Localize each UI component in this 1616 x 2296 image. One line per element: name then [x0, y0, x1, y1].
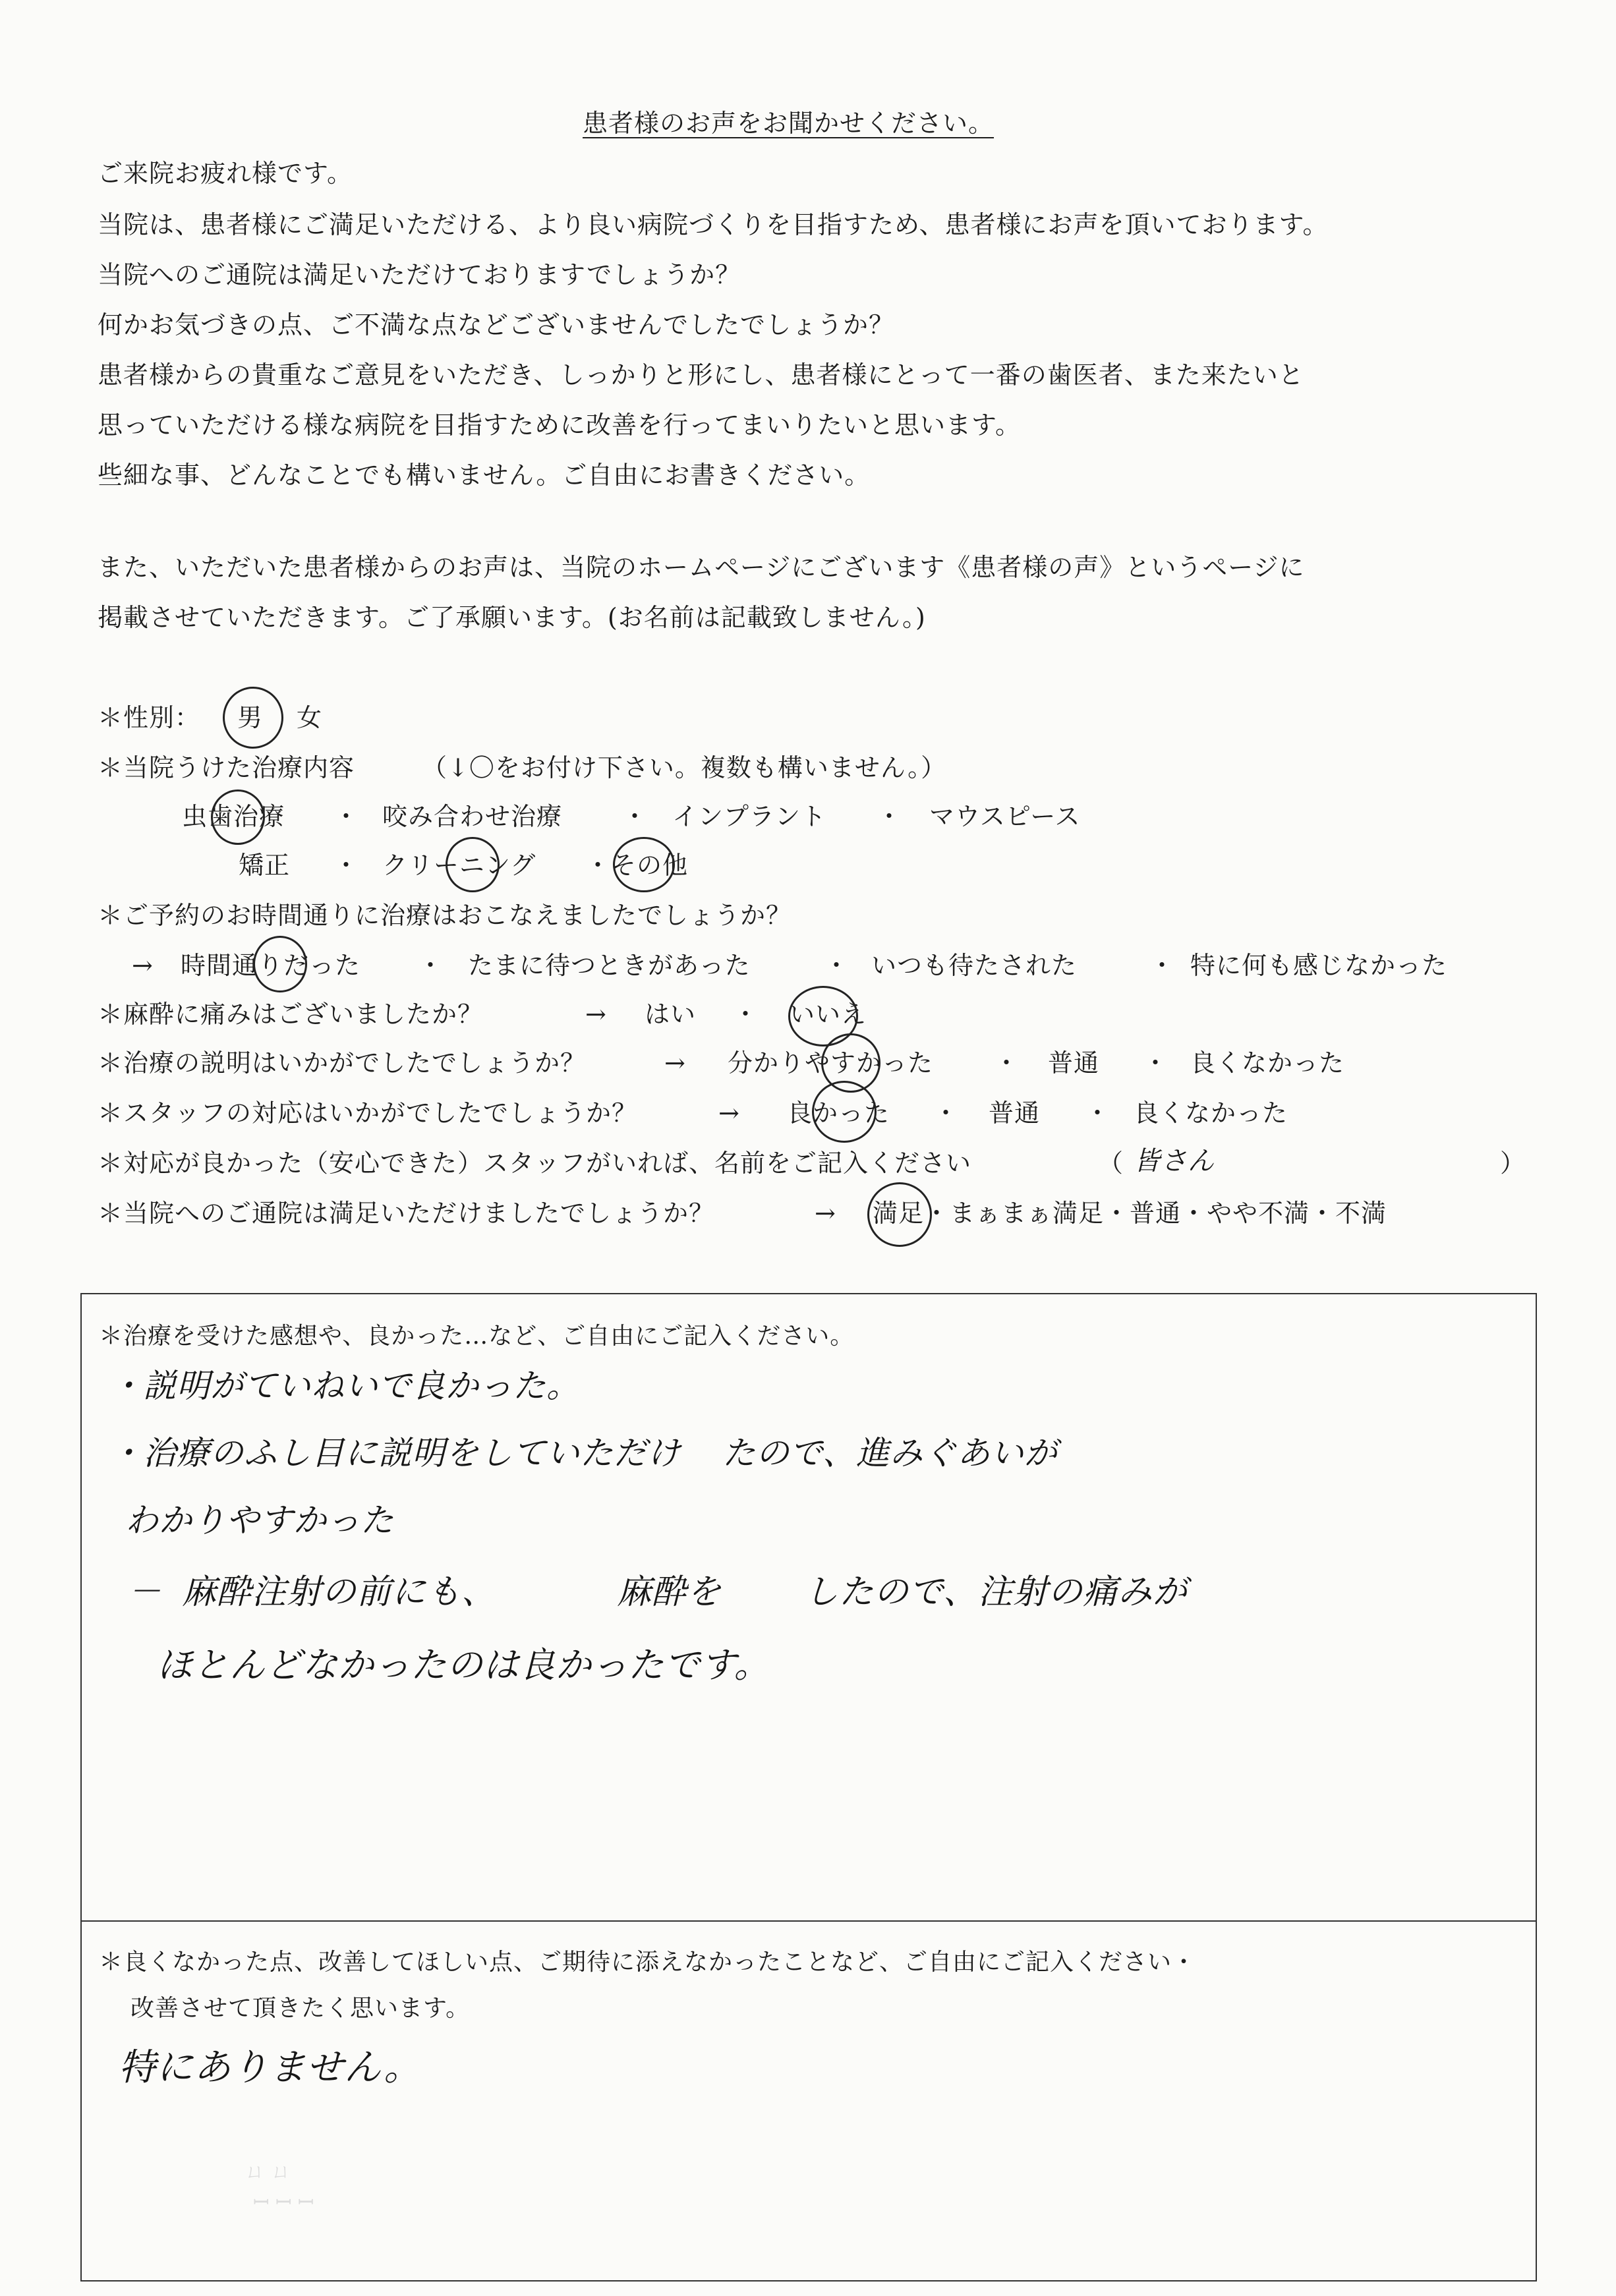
gender-label: ＊性別： [98, 703, 201, 732]
separator-dot: ・ [418, 951, 444, 980]
anesthesia-option-no[interactable]: いいえ [790, 1000, 867, 1029]
bad-comment-prompt: ＊良くなかった点、改善してほしい点、ご期待に添えなかったことなど、ご自由にご記入ください・ [99, 1949, 1197, 1976]
treatment-note: （↓〇をお付け下さい。複数も構いません。） [422, 753, 947, 782]
selection-circle [446, 837, 500, 892]
intro-line: 些細な事、どんなことでも構いません。ご自由にお書きください。 [98, 461, 871, 490]
bleed-through-mark: ㄩ ㄩ [245, 2160, 291, 2183]
intro-line: 患者様からの貴重なご意見をいただき、しっかりと形にし、患者様にとって一番の歯医者、また来たいと [98, 360, 1304, 389]
treatment-option-other[interactable]: ・その他 [585, 851, 689, 880]
good-comment-prompt: ＊治療を受けた感想や、良かった…など、ご自由にご記入ください。 [99, 1323, 855, 1350]
handwritten-line: ・説明がていねいで良かった。 [109, 1367, 580, 1405]
separator-dot: ・ [933, 1099, 960, 1128]
separator-dot: ・ [994, 1048, 1020, 1077]
explanation-option-bad[interactable]: 良くなかった [1190, 1048, 1345, 1077]
appointment-question: ＊ご予約のお時間通りに治療はおこなえましたでしょうか？ [98, 901, 792, 930]
explanation-option-clear[interactable]: 分かりやすかった [728, 1048, 934, 1077]
good-staff-question: ＊対応が良かった（安心できた）スタッフがいれば、名前をご記入ください [98, 1149, 972, 1178]
staff-question: ＊スタッフの対応はいかがでしたでしょうか？ [98, 1099, 638, 1128]
arrow: → [585, 1000, 607, 1029]
appointment-option-nothing[interactable]: 特に何も感じなかった [1190, 951, 1448, 980]
bad-comment-answer[interactable]: 特にありません。 [119, 2046, 422, 2089]
handwritten-line: ほとんどなかったのは良かったです。 [157, 1644, 770, 1686]
explanation-option-normal[interactable]: 普通 [1048, 1048, 1100, 1077]
bleed-through-mark: ꟷ ꟷ ꟷ [253, 2191, 314, 2214]
comment-box-divider [82, 1920, 1536, 1922]
form-title: 患者様のお声をお聞かせください。 [583, 109, 995, 138]
treatment-option-bite[interactable]: 咬み合わせ治療 [382, 802, 563, 831]
separator-dot: ・ [733, 1000, 759, 1029]
staff-option-normal[interactable]: 普通 [989, 1099, 1041, 1128]
handwritten-line: したので、注射の痛みが [804, 1572, 1188, 1612]
good-staff-close-paren: ） [1500, 1149, 1526, 1178]
staff-option-good[interactable]: 良かった [787, 1099, 890, 1128]
bad-comment-prompt-continued: 改善させて頂きたく思います。 [130, 1995, 471, 2022]
good-staff-open-paren: （ [1098, 1149, 1124, 1178]
treatment-label: ＊当院うけた治療内容 [98, 753, 355, 782]
intro-line: 思っていただける様な病院を目指すために改善を行ってまいりたいと思います。 [98, 411, 1021, 440]
selection-circle [253, 936, 307, 992]
arrow: → [132, 951, 154, 980]
handwritten-line: － [128, 1572, 161, 1611]
satisfaction-question: ＊当院へのご通院は満足いただけましたでしょうか？ [98, 1199, 715, 1228]
separator-dot: ・ [333, 851, 360, 880]
appointment-option-sometimes-wait[interactable]: たまに待つときがあった [468, 951, 751, 980]
treatment-option-orthodontics[interactable]: 矯正 [239, 851, 291, 880]
treatment-option-cavity[interactable]: 虫歯治療 [182, 802, 285, 831]
separator-dot: ・ [333, 802, 360, 831]
anesthesia-question: ＊麻酔に痛みはございましたか？ [98, 1000, 484, 1029]
treatment-option-mouthpiece[interactable]: マウスピース [929, 802, 1081, 831]
selection-circle [211, 789, 265, 845]
intro-line: 何かお気づきの点、ご不満な点などございませんでしたでしょうか？ [98, 310, 895, 339]
handwritten-line: たので、進みぐあいが [722, 1434, 1058, 1472]
satisfaction-options[interactable]: 満足・まぁまぁ満足・普通・やや不満・不満 [873, 1199, 1387, 1228]
explanation-question: ＊治療の説明はいかがでしたでしょうか？ [98, 1048, 587, 1077]
good-staff-answer[interactable]: 皆さん [1134, 1146, 1215, 1176]
publish-line: 掲載させていただきます。ご了承願います。(お名前は記載致しません。) [98, 603, 926, 632]
treatment-option-implant[interactable]: インプラント [672, 802, 827, 831]
appointment-option-on-time[interactable]: 時間通りだった [181, 951, 361, 980]
gender-female-option[interactable]: 女 [297, 703, 323, 732]
separator-dot: ・ [622, 802, 649, 831]
separator-dot: ・ [1085, 1099, 1111, 1128]
intro-line: 当院へのご通院は満足いただけておりますでしょうか？ [98, 260, 741, 289]
staff-option-bad[interactable]: 良くなかった [1134, 1099, 1288, 1128]
selection-circle [867, 1182, 932, 1247]
treatment-option-cleaning[interactable]: クリーニング [382, 851, 536, 880]
handwritten-line: わかりやすかった [125, 1501, 394, 1539]
separator-dot: ・ [1143, 1048, 1169, 1077]
intro-line: 当院は、患者様にご満足いただける、より良い病院づくりを目指すため、患者様にお声を頂いております。 [98, 210, 1329, 239]
gender-male-option[interactable]: 男 [237, 703, 264, 732]
selection-circle [613, 837, 675, 892]
appointment-option-always-wait[interactable]: いつも待たされた [871, 951, 1078, 980]
handwritten-line: 麻酔を [617, 1572, 722, 1612]
arrow: → [718, 1099, 740, 1128]
publish-line: また、いただいた患者様からのお声は、当院のホームページにございます《患者様の声》というページに [98, 553, 1305, 582]
separator-dot: ・ [824, 951, 850, 980]
handwritten-line: 麻酔注射の前にも、 [182, 1572, 497, 1612]
arrow: → [815, 1199, 836, 1228]
arrow: → [664, 1048, 686, 1077]
handwritten-line: ・治療のふし目に説明をしていただけ [109, 1434, 681, 1472]
anesthesia-option-yes[interactable]: はい [645, 1000, 697, 1029]
selection-circle [812, 1081, 877, 1143]
separator-dot: ・ [1149, 951, 1176, 980]
selection-circle [223, 687, 283, 749]
intro-line: ご来院お疲れ様です。 [98, 159, 353, 188]
separator-dot: ・ [877, 802, 903, 831]
